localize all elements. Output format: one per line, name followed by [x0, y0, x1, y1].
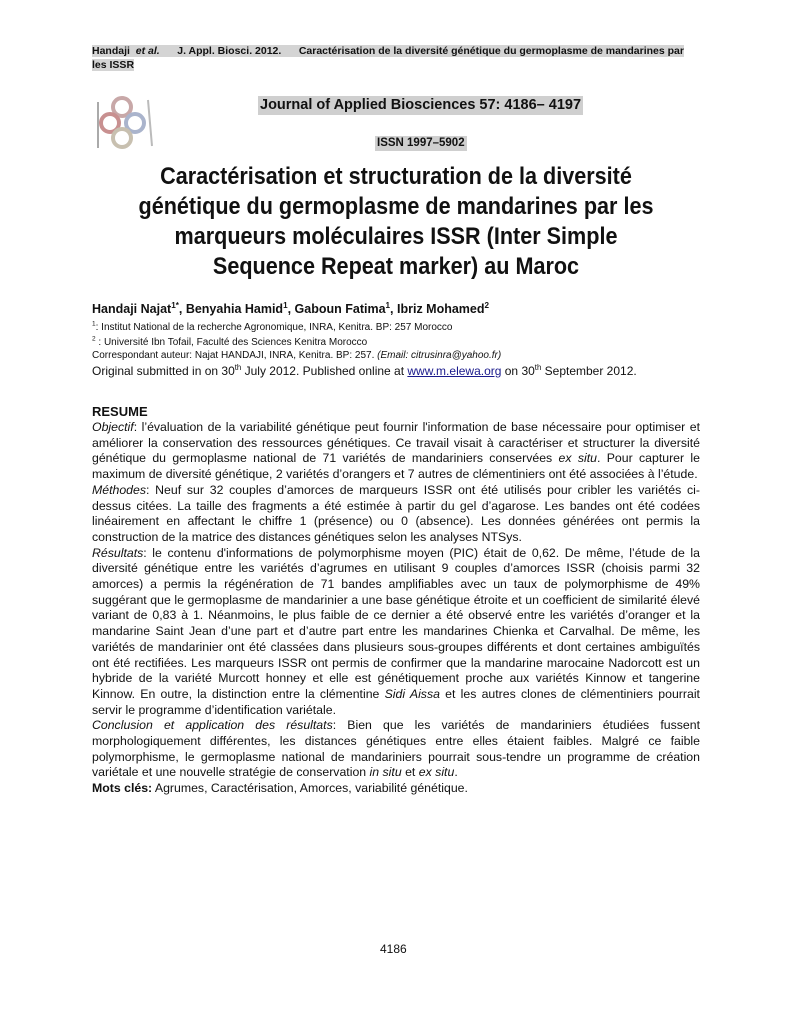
- abstract: [92, 420, 700, 797]
- page-number: 4186: [380, 942, 407, 956]
- conclusion-em2: ex situ: [418, 765, 455, 780]
- running-head-title: Caractérisation de la diversité génétique du germoplasme de mandarines par: [298, 45, 684, 57]
- affiliation-2-sup: 2: [92, 335, 96, 343]
- objectif-label: Objectif: [92, 420, 134, 434]
- keywords-label: Mots clés:: [92, 781, 153, 796]
- resultats-text-end: et les autres clones de clémentiniers pourrait servir le programme d’identification variétale.: [92, 686, 700, 717]
- conclusion-end: .: [454, 765, 458, 780]
- resume-heading: RESUME: [92, 404, 148, 419]
- corresponding-text: Correspondant auteur: Najat HANDAJI, INRA, Kenitra. BP: 257.: [92, 350, 378, 361]
- conclusion-label: Conclusion et application des résultats: [92, 718, 333, 733]
- journal-link[interactable]: www.m.elewa.org: [407, 364, 502, 378]
- submitted-part4: September 2012.: [541, 364, 637, 378]
- running-head: [92, 44, 702, 72]
- abstract-resultats: [92, 546, 700, 719]
- author-name: Gaboun Fatima: [294, 302, 386, 316]
- conclusion-text: : Bien que les variétés de mandariniers étudiées fussent morphologiquement différentes, les distances génétiques entre elles étaient faibles. Malgré ce faible polymorphisme, le germoplasme national de mandariniers pourrait sous-tendre un programme de création variétale et une nouvelle stratégie de conservation: [92, 718, 700, 780]
- author-name: Handaji Najat: [92, 302, 172, 316]
- issn: ISSN 1997–5902: [377, 137, 465, 149]
- conclusion-em1: in situ: [369, 765, 402, 780]
- resultats-label: Résultats: [92, 545, 144, 560]
- author-affiliation-sup: 1: [283, 300, 288, 310]
- abstract-conclusion: [92, 718, 700, 781]
- author-separator: ,: [287, 302, 295, 316]
- running-head-authors: Handaji: [92, 45, 130, 57]
- resultats-em: Sidi Aissa: [384, 686, 440, 701]
- submitted-part3: on 30: [501, 364, 535, 378]
- affiliation-1-text: : Institut National de la recherche Agronomique, INRA, Kenitra. BP: 257 Morocco: [95, 322, 453, 333]
- methodes-text: : Neuf sur 32 couples d’amorces de marqueurs ISSR ont été utilisés pour cribler les variétés ci-dessus citées. La taille des fragments a été estimée à partir du gel d’agarose. Les bandes ont été codées linéairement en affectant le chiffre 1 (présence) ou 0 (absence). Les données générées ont permis la construction de la matrice des distances génétiques selon les analyses NTSys.: [92, 482, 700, 544]
- affiliation-2-text: : Université Ibn Tofail, Faculté des Sciences Kenitra Morocco: [95, 337, 368, 348]
- author-list: [92, 302, 489, 316]
- abstract-keywords: [92, 781, 700, 797]
- objectif-em: ex situ: [558, 451, 597, 466]
- author-affiliation-sup: 1*: [171, 300, 179, 310]
- journal-title: Journal of Applied Biosciences 57: 4186– 4197: [260, 97, 582, 113]
- submitted-sup1: th: [234, 363, 242, 372]
- methodes-label: Méthodes: [92, 482, 147, 497]
- author-affiliation-sup: 1: [385, 300, 391, 310]
- running-head-journal: J. Appl. Biosci. 2012.: [177, 45, 282, 57]
- affiliation-1-sup: 1: [92, 320, 96, 328]
- objectif-text: : l’évaluation de la variabilité génétique peut fournir l'information de base nécessaire pour optimiser et améliorer la conservation des ressources génétiques. Ce travail visait à caractériser et structurer la diversité génétique du germoplasme national de 71 variétés de mandariniers conservées: [92, 420, 700, 466]
- abstract-methodes: [92, 483, 700, 546]
- corresponding-email: (Email: citrusinra@yahoo.fr): [377, 350, 502, 361]
- author-name: Benyahia Hamid: [185, 302, 284, 316]
- submitted-part1: Original submitted in on 30: [92, 364, 235, 378]
- author-separator: ,: [390, 302, 397, 316]
- affiliation-2: [92, 336, 367, 349]
- author-affiliation-sup: 2: [484, 300, 490, 310]
- corresponding-author: [92, 349, 501, 362]
- abstract-objectif: [92, 420, 700, 483]
- running-head-etal: et al.: [135, 45, 160, 57]
- conclusion-and: et: [401, 765, 419, 780]
- objectif-text-end: . Pour capturer le maximum de diversité génétique, 2 variétés d’orangers et 7 autres de clémentiniers ont été associées à l’étude.: [92, 451, 700, 482]
- submitted-part2: July 2012. Published online at: [241, 364, 408, 378]
- article-title: Caractérisation et structuration de la diversité génétique du germoplasme de mandarines par les marqueurs moléculaires ISSR (Inter Simple Sequence Repeat marker) au Maroc: [138, 163, 654, 280]
- affiliation-1: [92, 321, 452, 334]
- submission-dates: [92, 364, 637, 379]
- submitted-sup2: th: [534, 363, 542, 372]
- author-separator: ,: [178, 302, 186, 316]
- author-name: Ibriz Mohamed: [397, 302, 485, 316]
- keywords-text: Agrumes, Caractérisation, Amorces, variabilité génétique.: [152, 781, 468, 796]
- journal-logo: [92, 92, 158, 154]
- resultats-text: : le contenu d'informations de polymorphisme moyen (PIC) était de 0,62. De même, l’étude de la diversité génétique entre les variétés d’agrumes en utilisant 9 couples d’amorces ISSR (choisis parmi 32 amorces) a permis la régénération de 71 bandes amplifiables avec un taux de polymorphisme de 49% suggérant que le germoplasme de mandarinier a une base génétique étroite et un coefficient de similarité élevé variant de 0,83 à 1. Néanmoins, le plus faible de ce dernier a été observé entre les variétés d’oranger et la mandarine Saint Jean d’une part et d’autre part entre les mandarines Chienka et Carvalhal. De même, les variétés de mandarinier ont été classées dans plusieurs sous-groupes différents et dont certaines ambiguïtés ont été rectifiées. Les marqueurs ISSR ont permis de confirmer que la mandarine marocaine Nadorcott est un hybride de la variété Murcott honney et elle est génétiquement proche aux variétés Kinnow et tangerine Kinnow. En outre, la distinction entre la clémentine: [92, 545, 700, 701]
- running-head-title-cont: les ISSR: [92, 59, 135, 71]
